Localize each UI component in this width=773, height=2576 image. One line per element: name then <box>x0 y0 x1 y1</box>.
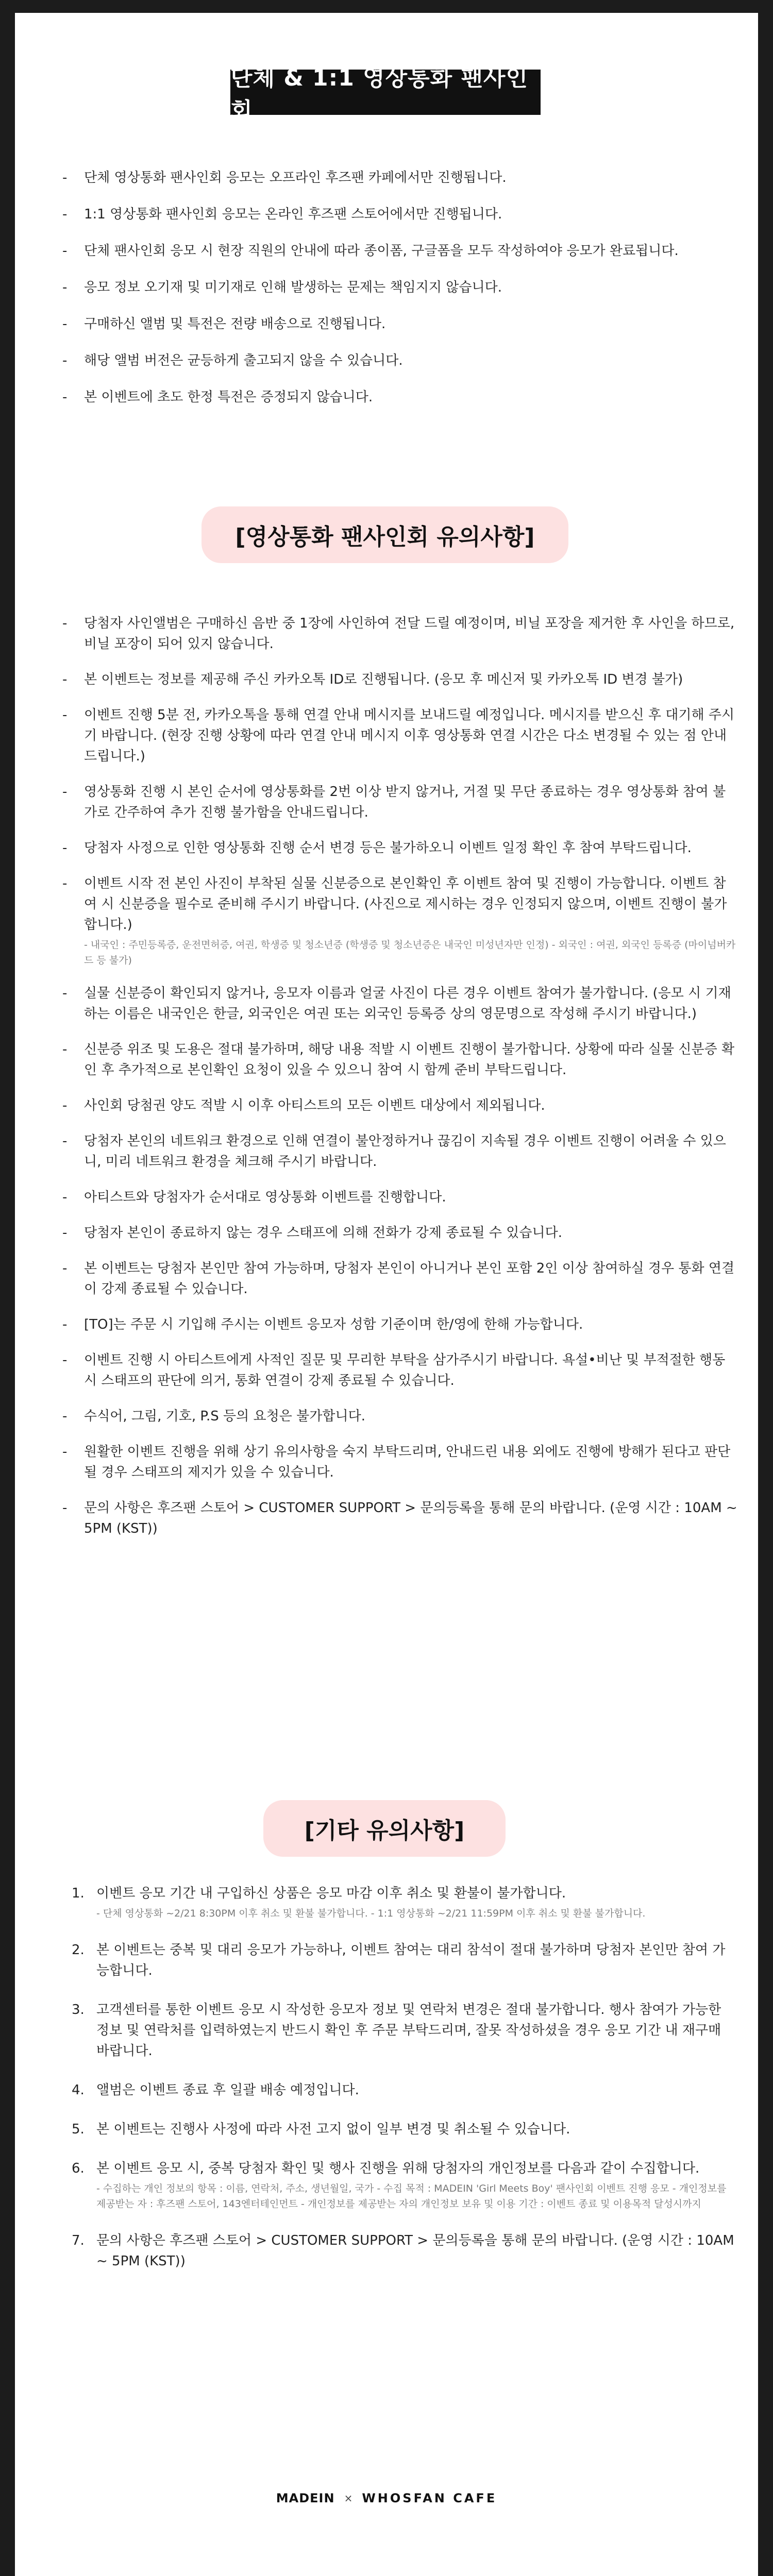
list-item-text: 해당 앨범 버전은 균등하게 출고되지 않을 수 있습니다. <box>84 353 403 368</box>
list-item-text: 문의 사항은 후즈팬 스토어 > CUSTOMER SUPPORT > 문의등록을 통해 문의 바랍니다. (운영 시간 : 10AM ~ 5PM (KST)) <box>96 2233 734 2269</box>
list-item-text: 아티스트와 당첨자가 순서대로 영상통화 이벤트를 진행합니다. <box>84 1190 446 1205</box>
list-item <box>72 2119 737 2140</box>
brand-madein-logo: MADEIN <box>276 2491 335 2505</box>
page-title: 단체 & 1:1 영상통화 팬사인회 <box>230 70 541 115</box>
other-notice-list <box>72 1883 737 2290</box>
list-item-text: 신분증 위조 및 도용은 절대 불가하며, 해당 내용 적발 시 이벤트 진행이 불가합니다. 상황에 따라 실물 신분증 확인 후 추가적으로 본인확인 요청이 있을 수 있으니 참여 시 함께 준비 부탁드립니다. <box>84 1042 735 1078</box>
list-item-text: 수식어, 그림, 기호, P.S 등의 요청은 불가합니다. <box>84 1409 366 1424</box>
list-item: - 아티스트와 당첨자가 순서대로 영상통화 이벤트를 진행합니다. <box>62 1190 446 1205</box>
list-item-text: 당첨자 사인앨범은 구매하신 음반 중 1장에 사인하여 전달 드릴 예정이며, 비닐 포장을 제거한 후 사인을 하므로, 비닐 포장이 되어 있지 않습니다. <box>84 616 735 652</box>
list-item-text: 본 이벤트에 초도 한정 특전은 증정되지 않습니다. <box>84 389 373 405</box>
list-item: - 이벤트 진행 5분 전, 카카오톡을 통해 연결 안내 메시지를 보내드릴 예정입니다. 메시지를 받으신 후 대기해 주시기 바랍니다. (현장 진행 상황에 따라 연결 안내 메시지 이후 영상통화 연결 시간은 다소 변경될 수 있는 점 안내 드립니다.) <box>62 707 735 764</box>
other-section-title: [기타 유의사항] <box>263 1800 506 1857</box>
list-item-text: 본 이벤트는 정보를 제공해 주신 카카오톡 ID로 진행됩니다. (응모 후 메신저 및 카카오톡 ID 변경 불가) <box>84 672 683 687</box>
general-notice-list <box>62 167 737 423</box>
list-item-text: 당첨자 본인이 종료하지 않는 경우 스태프에 의해 전화가 강제 종료될 수 있습니다. <box>84 1225 563 1241</box>
list-item-text: 1:1 영상통화 팬사인회 응모는 온라인 후즈팬 스토어에서만 진행됩니다. <box>84 207 502 222</box>
list-item: - 이벤트 진행 시 아티스트에게 사적인 질문 및 무리한 부탁을 삼가주시기 바랍니다. 욕설•비난 및 부적절한 행동 시 스태프의 판단에 의거, 통화 연결이 강제 종료될 수 있습니다. <box>62 1352 726 1388</box>
list-item: - 원활한 이벤트 진행을 위해 상기 유의사항을 숙지 부탁드리며, 안내드린 내용 외에도 진행에 방해가 된다고 판단될 경우 스태프의 제지가 있을 수 있습니다. <box>62 1444 731 1480</box>
list-item-number: 7. <box>72 2233 85 2248</box>
list-item <box>72 2158 737 2212</box>
list-item-text: 본 이벤트는 당첨자 본인만 참여 가능하며, 당첨자 본인이 아니거나 본인 포함 2인 이상 참여하실 경우 통화 연결이 강제 종료될 수 있습니다. <box>84 1261 735 1297</box>
list-item: - 단체 영상통화 팬사인회 응모는 오프라인 후즈팬 카페에서만 진행됩니다. <box>62 170 507 185</box>
list-item: - 본 이벤트에 초도 한정 특전은 증정되지 않습니다. <box>62 389 373 405</box>
list-item-number: 3. <box>72 2002 85 2018</box>
list-item-text: 본 이벤트 응모 시, 중복 당첨자 확인 및 행사 진행을 위해 당첨자의 개인정보를 다음과 같이 수집합니다. <box>96 2161 700 2176</box>
notice-paper <box>15 13 758 2576</box>
list-item <box>72 1940 737 1981</box>
list-item: - 수식어, 그림, 기호, P.S 등의 요청은 불가합니다. <box>62 1409 366 1424</box>
brand-separator: × <box>344 2492 353 2504</box>
list-item-subnote: - 내국인 : 주민등록증, 운전면허증, 여권, 학생증 및 청소년증 (학생증 및 청소년증은 내국인 미성년자만 인정) - 외국인 : 여권, 외국인 등록증 (마이넘버카드 등 불가) <box>84 939 736 966</box>
list-item: - 단체 팬사인회 응모 시 현장 직원의 안내에 따라 종이폼, 구글폼을 모두 작성하여야 응모가 완료됩니다. <box>62 243 679 259</box>
list-item: - [TO]는 주문 시 기입해 주시는 이벤트 응모자 성함 기준이며 한/영에 한해 가능합니다. <box>62 1317 583 1332</box>
list-item: - 본 이벤트는 당첨자 본인만 참여 가능하며, 당첨자 본인이 아니거나 본인 포함 2인 이상 참여하실 경우 통화 연결이 강제 종료될 수 있습니다. <box>62 1261 735 1297</box>
list-item: - 영상통화 진행 시 본인 순서에 영상통화를 2번 이상 받지 않거나, 거절 및 무단 종료하는 경우 영상통화 참여 불가로 간주하여 추가 진행 불가함을 안내드립니다. <box>62 784 726 820</box>
list-item-text: 본 이벤트는 중복 및 대리 응모가 가능하나, 이벤트 참여는 대리 참석이 절대 불가하며 당첨자 본인만 참여 가능합니다. <box>96 1942 726 1978</box>
list-item <box>72 1999 737 2061</box>
video-call-section-title: [영상통화 팬사인회 유의사항] <box>201 506 568 563</box>
list-item-number: 4. <box>72 2082 85 2098</box>
list-item-subnote: - 단체 영상통화 ~2/21 8:30PM 이후 취소 및 환불 불가합니다. - 1:1 영상통화 ~2/21 11:59PM 이후 취소 및 환불 불가합니다. <box>96 1908 646 1919</box>
list-item-number: 6. <box>72 2161 85 2176</box>
list-item: - 신분증 위조 및 도용은 절대 불가하며, 해당 내용 적발 시 이벤트 진행이 불가합니다. 상황에 따라 실물 신분증 확인 후 추가적으로 본인확인 요청이 있을 수 있으니 참여 시 함께 준비 부탁드립니다. <box>62 1042 735 1078</box>
list-item-number: 5. <box>72 2122 85 2137</box>
list-item <box>72 2080 737 2100</box>
list-item-text: 당첨자 사정으로 인한 영상통화 진행 순서 변경 등은 불가하오니 이벤트 일정 확인 후 참여 부탁드립니다. <box>84 840 692 856</box>
list-item: - 해당 앨범 버전은 균등하게 출고되지 않을 수 있습니다. <box>62 353 403 368</box>
list-item-text: 사인회 당첨권 양도 적발 시 이후 아티스트의 모든 이벤트 대상에서 제외됩니다. <box>84 1098 545 1113</box>
list-item-number: 1. <box>72 1886 85 1901</box>
list-item-subnote: - 수집하는 개인 정보의 항목 : 이름, 연락처, 주소, 생년월일, 국가 - 수집 목적 : MADEIN 'Girl Meets Boy' 팬사인회 이벤트 진행 응모 - 개인정보를 제공받는 자 : 후즈팬 스토어, 143엔터테인먼트 - 개인정보를 제공받는 자의 개인정보 보유 및 이용 기간 : 이벤트 종료 및 이용목적 달성시까지 <box>96 2183 727 2210</box>
list-item-text: 단체 영상통화 팬사인회 응모는 오프라인 후즈팬 카페에서만 진행됩니다. <box>84 170 507 185</box>
list-item-text: 단체 팬사인회 응모 시 현장 직원의 안내에 따라 종이폼, 구글폼을 모두 작성하여야 응모가 완료됩니다. <box>84 243 679 259</box>
video-call-notice-list <box>62 613 737 1554</box>
list-item-number: 2. <box>72 1942 85 1958</box>
list-item: - 구매하신 앨범 및 특전은 전량 배송으로 진행됩니다. <box>62 316 386 332</box>
list-item: - 1:1 영상통화 팬사인회 응모는 온라인 후즈팬 스토어에서만 진행됩니다. <box>62 207 502 222</box>
list-item: - 당첨자 본인의 네트워크 환경으로 인해 연결이 불안정하거나 끊김이 지속될 경우 이벤트 진행이 어려울 수 있으니, 미리 네트워크 환경을 체크해 주시기 바랍니다. <box>62 1133 726 1170</box>
list-item-text: 응모 정보 오기재 및 미기재로 인해 발생하는 문제는 책임지지 않습니다. <box>84 280 502 295</box>
list-item: - 당첨자 사정으로 인한 영상통화 진행 순서 변경 등은 불가하오니 이벤트 일정 확인 후 참여 부탁드립니다. <box>62 840 692 856</box>
list-item-text: 이벤트 시작 전 본인 사진이 부착된 실물 신분증으로 본인확인 후 이벤트 참여 및 진행이 가능합니다. 이벤트 참여 시 신분증을 필수로 준비해 주시기 바랍니다. (사진으로 제시하는 경우 인정되지 않으며, 이벤트 진행이 불가합니다.) <box>84 876 727 933</box>
list-item-text: 원활한 이벤트 진행을 위해 상기 유의사항을 숙지 부탁드리며, 안내드린 내용 외에도 진행에 방해가 된다고 판단될 경우 스태프의 제지가 있을 수 있습니다. <box>84 1444 731 1480</box>
list-item-text: 이벤트 진행 시 아티스트에게 사적인 질문 및 무리한 부탁을 삼가주시기 바랍니다. 욕설•비난 및 부적절한 행동 시 스태프의 판단에 의거, 통화 연결이 강제 종료될 수 있습니다. <box>84 1352 726 1388</box>
brand-whosfan-logo: WHOSFAN CAFE <box>362 2491 497 2505</box>
list-item <box>72 1883 737 1921</box>
list-item: - 실물 신분증이 확인되지 않거나, 응모자 이름과 얼굴 사진이 다른 경우 이벤트 참여가 불가합니다. (응모 시 기재하는 이름은 내국인은 한글, 외국인은 여권 또는 외국인 등록증 상의 영문명으로 작성해 주시기 바랍니다.) <box>62 986 731 1022</box>
list-item-text: 본 이벤트는 진행사 사정에 따라 사전 고지 없이 일부 변경 및 취소될 수 있습니다. <box>96 2122 570 2137</box>
list-item: - 이벤트 시작 전 본인 사진이 부착된 실물 신분증으로 본인확인 후 이벤트 참여 및 진행이 가능합니다. 이벤트 참여 시 신분증을 필수로 준비해 주시기 바랍니다. (사진으로 제시하는 경우 인정되지 않으며, 이벤트 진행이 불가합니다.) - 내국인 : 주민등록증, 운전면허증, 여권, 학생증 및 청소년증 (학생증 및 청소년증은 내국인 미성년자만 인정) - 외국인 : 여권, 외국인 등록증 (마이넘버카드 등 불가) <box>62 873 737 968</box>
list-item-text: 이벤트 응모 기간 내 구입하신 상품은 응모 마감 이후 취소 및 환불이 불가합니다. <box>96 1886 566 1901</box>
list-item-text: 고객센터를 통한 이벤트 응모 시 작성한 응모자 정보 및 연락처 변경은 절대 불가합니다. 행사 참여가 가능한 정보 및 연락처를 입력하였는지 반드시 확인 후 주문 부탁드리며, 잘못 작성하셨을 경우 응모 기간 내 재구매 바랍니다. <box>96 2002 721 2059</box>
list-item-text: [TO]는 주문 시 기입해 주시는 이벤트 응모자 성함 기준이며 한/영에 한해 가능합니다. <box>84 1317 583 1332</box>
footer-brand <box>15 2491 758 2505</box>
list-item: - 당첨자 본인이 종료하지 않는 경우 스태프에 의해 전화가 강제 종료될 수 있습니다. <box>62 1225 563 1241</box>
list-item-text: 이벤트 진행 5분 전, 카카오톡을 통해 연결 안내 메시지를 보내드릴 예정입니다. 메시지를 받으신 후 대기해 주시기 바랍니다. (현장 진행 상황에 따라 연결 안내 메시지 이후 영상통화 연결 시간은 다소 변경될 수 있는 점 안내 드립니다.) <box>84 707 735 764</box>
list-item-text: 영상통화 진행 시 본인 순서에 영상통화를 2번 이상 받지 않거나, 거절 및 무단 종료하는 경우 영상통화 참여 불가로 간주하여 추가 진행 불가함을 안내드립니다. <box>84 784 726 820</box>
list-item-text: 당첨자 본인의 네트워크 환경으로 인해 연결이 불안정하거나 끊김이 지속될 경우 이벤트 진행이 어려울 수 있으니, 미리 네트워크 환경을 체크해 주시기 바랍니다. <box>84 1133 726 1170</box>
list-item <box>72 2230 737 2272</box>
list-item: - 응모 정보 오기재 및 미기재로 인해 발생하는 문제는 책임지지 않습니다. <box>62 280 502 295</box>
list-item-text: 문의 사항은 후즈팬 스토어 > CUSTOMER SUPPORT > 문의등록을 통해 문의 바랍니다. (운영 시간 : 10AM ~ 5PM (KST)) <box>84 1500 737 1536</box>
list-item: - 사인회 당첨권 양도 적발 시 이후 아티스트의 모든 이벤트 대상에서 제외됩니다. <box>62 1098 545 1113</box>
list-item-text: 구매하신 앨범 및 특전은 전량 배송으로 진행됩니다. <box>84 316 386 332</box>
list-item: - 당첨자 사인앨범은 구매하신 음반 중 1장에 사인하여 전달 드릴 예정이며, 비닐 포장을 제거한 후 사인을 하므로, 비닐 포장이 되어 있지 않습니다. <box>62 616 735 652</box>
list-item: - 본 이벤트는 정보를 제공해 주신 카카오톡 ID로 진행됩니다. (응모 후 메신저 및 카카오톡 ID 변경 불가) <box>62 672 683 687</box>
list-item-text: 실물 신분증이 확인되지 않거나, 응모자 이름과 얼굴 사진이 다른 경우 이벤트 참여가 불가합니다. (응모 시 기재하는 이름은 내국인은 한글, 외국인은 여권 또는 외국인 등록증 상의 영문명으로 작성해 주시기 바랍니다.) <box>84 986 731 1022</box>
list-item-text: 앨범은 이벤트 종료 후 일괄 배송 예정입니다. <box>96 2082 359 2098</box>
list-item: - 문의 사항은 후즈팬 스토어 > CUSTOMER SUPPORT > 문의등록을 통해 문의 바랍니다. (운영 시간 : 10AM ~ 5PM (KST)) <box>62 1500 737 1536</box>
